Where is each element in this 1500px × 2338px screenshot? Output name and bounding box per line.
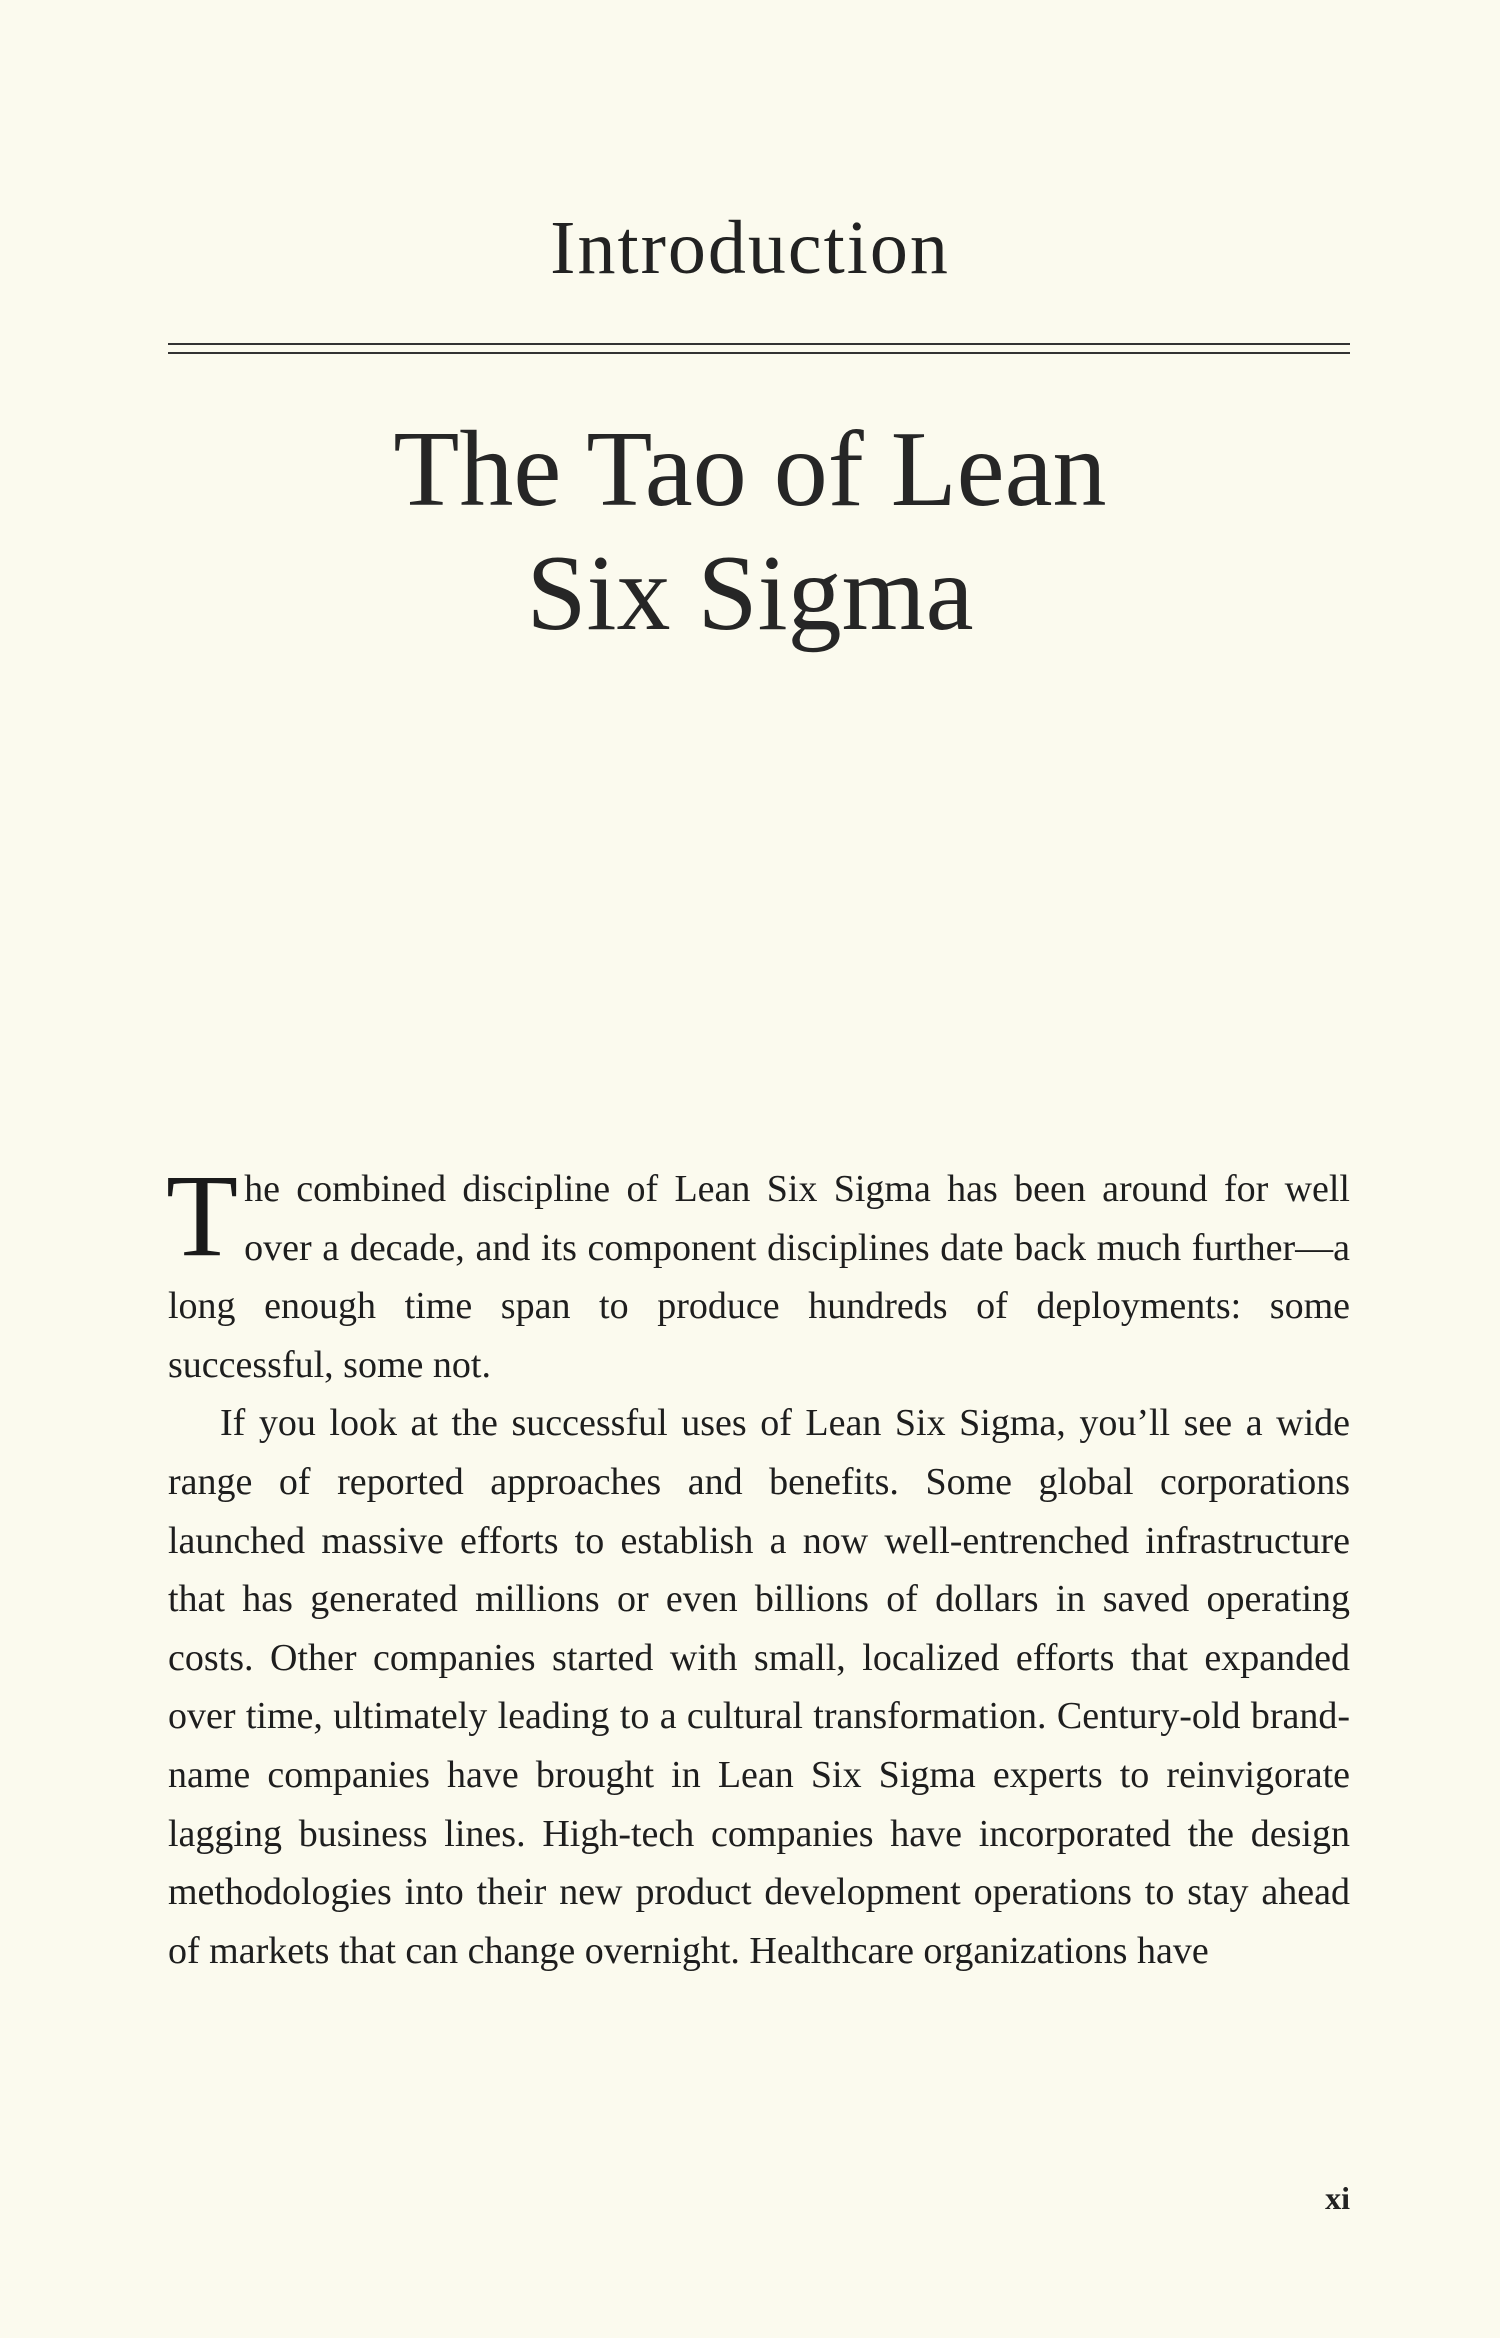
paragraph-1 [166,1150,1350,1394]
title-rule-top [168,343,1350,345]
drop-cap: T [166,1150,239,1281]
paragraph-2: If you look at the successful uses of Lean Six Sigma, you’ll see a wide range of reported approaches and benefits. Some global corporations launched massive efforts to establish a now well-entrenched infrastructure that has generated millions or even billions of dollars in saved operating costs. Other companies started with small, localized efforts that expanded over time, ultimately leading to a cultural transformation. Century-old brand-name companies have brought in Lean Six Sigma experts to reinvigorate lagging business lines. High-tech companies have incorporated the design methodologies into their new product development operations to stay ahead of markets that can change overnight. Healthcare organizations have [168,1402,1350,1972]
paragraph-1-text: he combined discipline of Lean Six Sigma has been around for well over a decade, and its component disciplines date back much further—a long enough time span to produce hundreds of deployments: some successful, some not. [168,1168,1350,1386]
title-rule-bottom [168,352,1350,354]
chapter-title-line-1: The Tao of Lean [393,410,1107,529]
chapter-label: Introduction [550,206,950,290]
page-number: xi [1325,2180,1350,2216]
chapter-title-line-2: Six Sigma [526,534,974,653]
chapter-title [0,408,1500,656]
body-text [166,1150,1350,1980]
